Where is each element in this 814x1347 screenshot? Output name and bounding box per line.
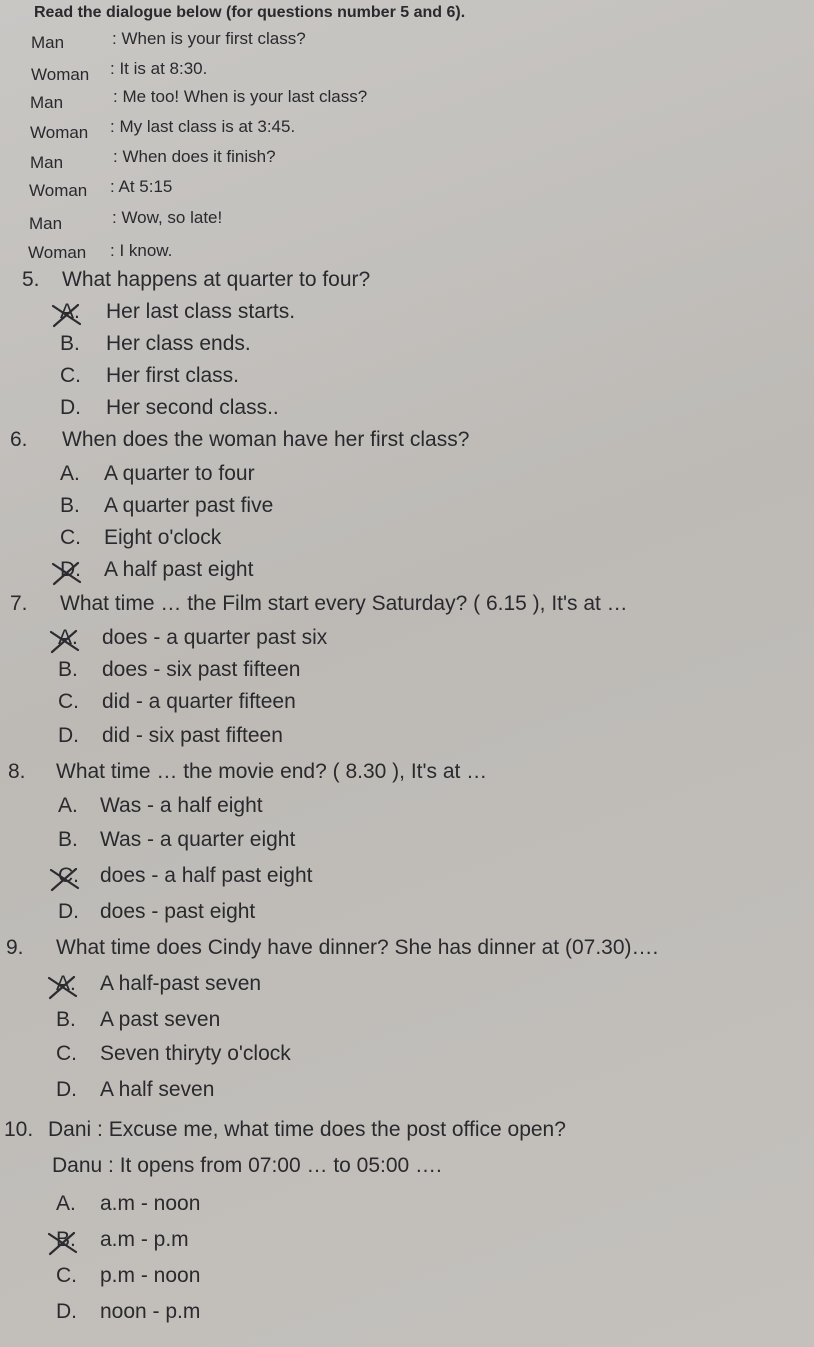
- option-text: does - a half past eight: [100, 864, 313, 887]
- option-text: A half-past seven: [100, 972, 262, 995]
- option-text: Her second class..: [106, 396, 279, 419]
- option-text: A half past eight: [104, 558, 254, 581]
- dialogue-speaker: Woman: [31, 65, 90, 84]
- dialogue-speaker: Man: [30, 153, 64, 172]
- dialogue-line: : Wow, so late!: [112, 208, 223, 227]
- dialogue-line: : I know.: [110, 241, 173, 260]
- question-number: 7.: [10, 592, 28, 615]
- dialogue-speaker: Man: [30, 93, 64, 112]
- dialogue-speaker: Woman: [29, 181, 88, 200]
- option-text: p.m - noon: [100, 1264, 201, 1287]
- option-text: does - six past fifteen: [102, 658, 301, 681]
- option-letter: C.: [58, 864, 79, 887]
- option-letter: D.: [56, 1078, 77, 1101]
- question-text: When does the woman have her first class?: [62, 428, 470, 451]
- option-text: does - past eight: [100, 900, 256, 923]
- instructions-header: Read the dialogue below (for questions number 5 and 6).: [34, 4, 466, 21]
- answer-cross-mark: [46, 1230, 80, 1261]
- dialogue-line: : At 5:15: [110, 177, 173, 196]
- option-letter: B.: [60, 494, 80, 517]
- option-text: A half seven: [100, 1078, 215, 1101]
- question-number: 5.: [22, 268, 40, 291]
- option-letter: C.: [60, 364, 81, 387]
- dialogue-speaker: Man: [31, 33, 65, 52]
- option-letter: C.: [56, 1042, 77, 1065]
- option-text: Eight o'clock: [104, 526, 222, 549]
- option-letter: B.: [56, 1228, 76, 1251]
- option-text: Her first class.: [106, 364, 240, 387]
- option-letter: A.: [60, 462, 80, 485]
- option-letter: D.: [56, 1300, 77, 1323]
- answer-cross-mark: [48, 628, 82, 659]
- answer-cross-mark: [50, 560, 84, 591]
- dialogue-line: : When is your first class?: [112, 29, 306, 48]
- option-text: noon - p.m: [100, 1300, 201, 1323]
- option-letter: B.: [58, 828, 78, 851]
- option-letter: C.: [58, 690, 79, 713]
- option-text: did - six past fifteen: [102, 724, 283, 747]
- option-text: Was - a half eight: [100, 794, 263, 817]
- option-text: Was - a quarter eight: [100, 828, 296, 851]
- question-text: What happens at quarter to four?: [62, 268, 371, 291]
- option-letter: A.: [60, 300, 80, 323]
- question-number: 10.: [4, 1118, 34, 1141]
- option-text: Her last class starts.: [106, 300, 296, 323]
- question-text: What time … the movie end? ( 8.30 ), It's at …: [56, 760, 488, 783]
- question-text: What time … the Film start every Saturday? ( 6.15 ), It's at …: [60, 592, 628, 615]
- answer-cross-mark: [46, 974, 80, 1005]
- option-letter: A.: [58, 794, 78, 817]
- answer-cross-mark: [50, 302, 84, 333]
- option-text: a.m - p.m: [100, 1228, 189, 1251]
- option-letter: A.: [58, 626, 78, 649]
- dialogue-line: : My last class is at 3:45.: [110, 117, 296, 136]
- option-letter: B.: [58, 658, 78, 681]
- option-letter: D.: [58, 900, 79, 923]
- option-letter: A.: [56, 972, 76, 995]
- question-number: 9.: [6, 936, 24, 959]
- dialogue-line: : Me too! When is your last class?: [113, 87, 368, 106]
- option-letter: C.: [60, 526, 81, 549]
- option-text: did - a quarter fifteen: [102, 690, 296, 713]
- question-text: Dani : Excuse me, what time does the post office open?: [48, 1118, 566, 1141]
- option-text: A past seven: [100, 1008, 221, 1031]
- dialogue-speaker: Man: [29, 214, 63, 233]
- option-letter: B.: [56, 1008, 76, 1031]
- option-text: A quarter past five: [104, 494, 274, 517]
- question-dialogue-line: Danu : It opens from 07:00 … to 05:00 ….: [52, 1154, 442, 1177]
- option-text: a.m - noon: [100, 1192, 201, 1215]
- option-letter: D.: [60, 558, 81, 581]
- dialogue-speaker: Woman: [28, 243, 87, 262]
- dialogue-line: : When does it finish?: [113, 147, 276, 166]
- question-text: What time does Cindy have dinner? She has dinner at (07.30)….: [56, 936, 659, 959]
- option-text: does - a quarter past six: [102, 626, 328, 649]
- option-text: Her class ends.: [106, 332, 251, 355]
- question-number: 8.: [8, 760, 26, 783]
- option-letter: D.: [60, 396, 81, 419]
- option-letter: B.: [60, 332, 80, 355]
- answer-cross-mark: [48, 866, 82, 897]
- option-text: Seven thiryty o'clock: [100, 1042, 291, 1065]
- option-letter: D.: [58, 724, 79, 747]
- option-letter: C.: [56, 1264, 77, 1287]
- dialogue-line: : It is at 8:30.: [110, 59, 208, 78]
- option-letter: A.: [56, 1192, 76, 1215]
- question-number: 6.: [10, 428, 28, 451]
- dialogue-speaker: Woman: [30, 123, 89, 142]
- option-text: A quarter to four: [104, 462, 255, 485]
